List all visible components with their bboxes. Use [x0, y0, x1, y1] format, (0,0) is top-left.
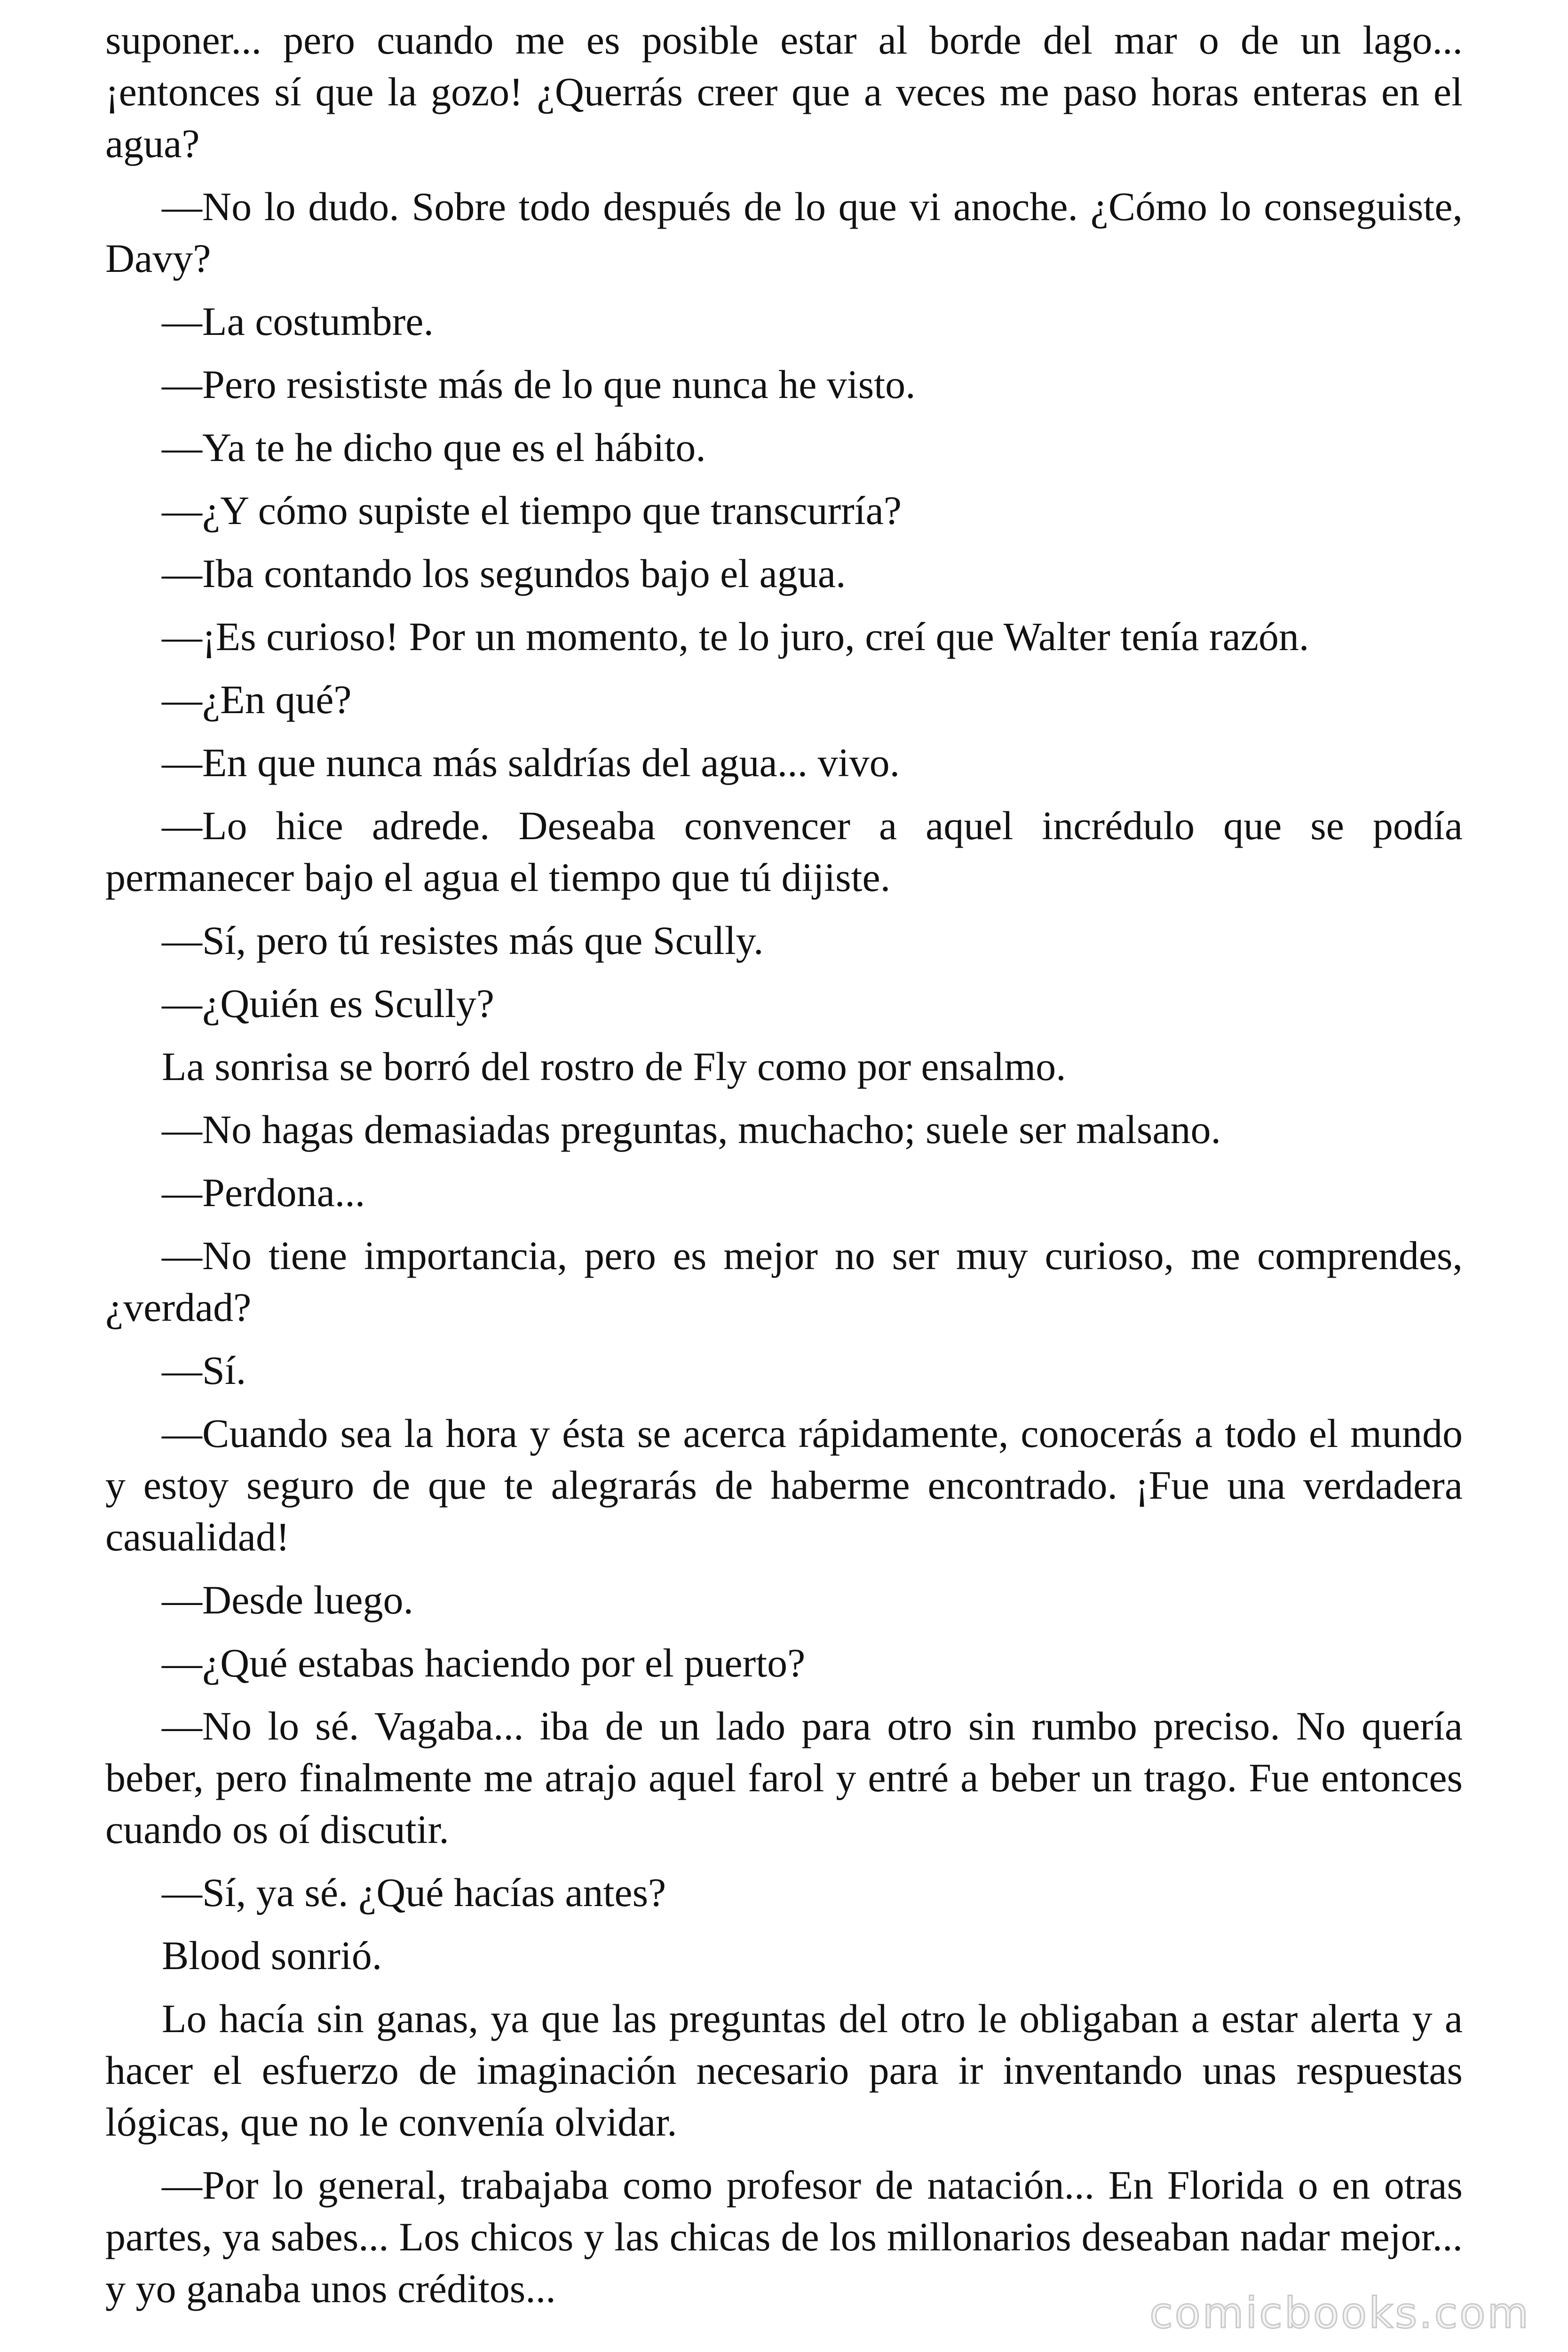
paragraph: —No lo sé. Vagaba... iba de un lado para otro sin rumbo preciso. No quería beber, pero finalmente me atrajo aquel farol y entré a beber un trago. Fue entonces cuando os oí discutir. [105, 1703, 1463, 1852]
paragraph: La sonrisa se borró del rostro de Fly como por ensalmo. [162, 1044, 1066, 1089]
paragraph: —No lo dudo. Sobre todo después de lo que vi anoche. ¿Cómo lo conseguiste, Davy? [105, 184, 1463, 281]
paragraph: —La costumbre. [162, 299, 434, 344]
paragraph: —Perdona... [162, 1170, 365, 1215]
paragraph: —Pero resististe más de lo que nunca he visto. [162, 362, 916, 407]
paragraph: Blood sonrió. [162, 1933, 382, 1978]
paragraph: —Ya te he dicho que es el hábito. [162, 425, 706, 470]
paragraph: —¿Quién es Scully? [162, 981, 494, 1026]
paragraph: —Cuando sea la hora y ésta se acerca rápidamente, conocerás a todo el mundo y estoy seguro de que te alegrarás de haberme encontrado. ¡Fue una verdadera casualidad! [105, 1411, 1463, 1559]
paragraph: —Sí, ya sé. ¿Qué hacías antes? [162, 1870, 666, 1915]
paragraph: Lo hacía sin ganas, ya que las preguntas del otro le obligaban a estar alerta y a hacer el esfuerzo de imaginación necesario para ir inventando unas respuestas lógicas, que no le convenía olvidar. [105, 1996, 1463, 2145]
paragraph: —En que nunca más saldrías del agua... vivo. [162, 740, 900, 785]
paragraph: —Sí, pero tú resistes más que Scully. [162, 918, 764, 963]
paragraph: —¿Qué estabas haciendo por el puerto? [162, 1640, 806, 1685]
paragraph: suponer... pero cuando me es posible estar al borde del mar o de un lago... ¡entonces sí que la gozo! ¿Querrás creer que a veces me paso horas enteras en el agua? [105, 17, 1463, 166]
paragraph: —¡Es curioso! Por un momento, te lo juro, creí que Walter tenía razón. [162, 614, 1309, 659]
watermark: comicbooks.com [1149, 2288, 1530, 2338]
paragraph: —Sí. [162, 1348, 246, 1393]
paragraph: —No hagas demasiadas preguntas, muchacho; suele ser malsano. [162, 1107, 1221, 1152]
paragraph: —Iba contando los segundos bajo el agua. [162, 551, 846, 596]
paragraph: —No tiene importancia, pero es mejor no ser muy curioso, me comprendes, ¿verdad? [105, 1233, 1463, 1330]
paragraph: —¿En qué? [162, 677, 352, 722]
paragraph: —Lo hice adrede. Deseaba convencer a aquel incrédulo que se podía permanecer bajo el agua el tiempo que tú dijiste. [105, 803, 1463, 900]
paragraph: —¿Y cómo supiste el tiempo que transcurría? [162, 488, 902, 533]
paragraph: —Por lo general, trabajaba como profesor de natación... En Florida o en otras partes, ya sabes... Los chicos y las chicas de los millonarios deseaban nadar mejor... y yo ganaba unos créditos... [105, 2162, 1463, 2311]
paragraph: —Desde luego. [162, 1577, 413, 1622]
